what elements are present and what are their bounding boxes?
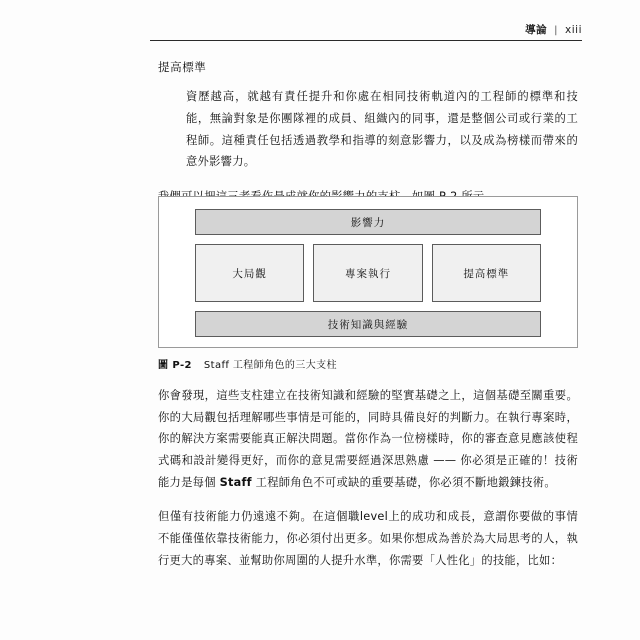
- figure-caption-number: P-2: [172, 360, 192, 371]
- figure-caption-label: 圖: [158, 360, 169, 371]
- figure-inner: [159, 197, 577, 347]
- figure-pillars: [195, 244, 541, 302]
- running-header-title: 導論: [525, 24, 548, 36]
- header-rule: [150, 40, 582, 41]
- body-text-bottom: [158, 385, 578, 585]
- page-number: xiii: [565, 24, 582, 36]
- paragraph-1: 資歷越高，就越有責任提升和你處在相同技術軌道內的工程師的標準和技能，無論對象是你團隊裡的成員、組織內的同事，還是整個公司或行業的工程師。這種責任包括透過教學和指導的刻意影響力，以及成為榜樣而帶來的意外影響力。: [186, 90, 578, 169]
- paragraph-4: 但僅有技術能力仍遠遠不夠。在這個職level上的成功和成長，意謂你要做的事情不能僅僅依靠技術能力，你必須付出更多。如果你想成為善於為大局思考的人，執行更大的專案、並幫助你周圍的人提升水準，你需要「人性化」的技能，比如：: [158, 510, 578, 567]
- body-text-top: [158, 58, 578, 219]
- figure-pillar-2: 專案執行: [313, 244, 422, 302]
- figure-top-block: 影響力: [195, 209, 541, 235]
- paragraph-3: [158, 385, 578, 493]
- figure-pillar-3: 提高標準: [432, 244, 541, 302]
- figure-pillar-1: 大局觀: [195, 244, 304, 302]
- paragraph-3-part-a: 你會發現，這些支柱建立在技術知識和經驗的堅實基礎之上，這個基礎至關重要。你的大局觀包括理解哪些事情是可能的，同時具備良好的判斷力。在執行專案時，你的解決方案需要能真正解決問題。當你作為一位榜樣時，你的審查意見應該使程式碼和設計變得更好，而你的意見需要經過深思熟慮 —— 你必須是正確的！技術能力是每個: [158, 389, 578, 489]
- running-header-separator: |: [554, 25, 559, 36]
- running-header: [525, 22, 582, 37]
- figure-p2: [158, 196, 578, 348]
- figure-base-block: 技術知識與經驗: [195, 311, 541, 337]
- paragraph-3-part-b: 工程師角色不可或缺的重要基礎，你必須不斷地鍛鍊技術。: [251, 475, 556, 489]
- paragraph-3-bold-term: Staff: [219, 475, 252, 489]
- figure-caption-text: Staff 工程師角色的三大支柱: [203, 360, 337, 371]
- figure-caption: [158, 356, 578, 371]
- section-heading: 提高標準: [158, 60, 207, 74]
